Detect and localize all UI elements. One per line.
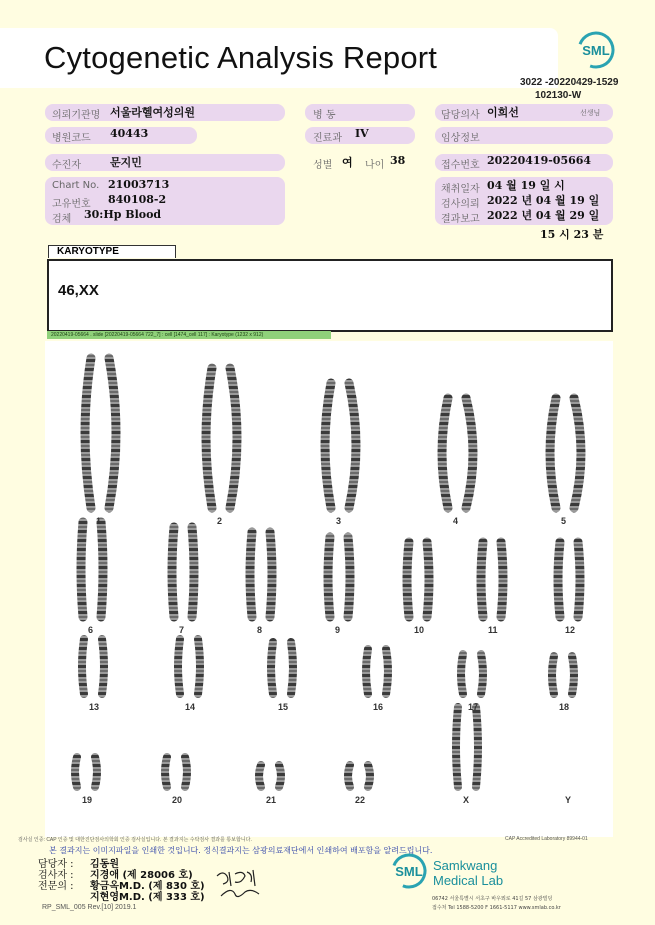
- samkwang-logo-icon: [387, 852, 431, 890]
- address-line1: 06742 서울특별시 서초구 바우뫼로 41길 57 삼광빌딩: [432, 896, 553, 902]
- chromosome-15-b: [291, 642, 293, 694]
- chromosome-label-3: 3: [336, 516, 342, 526]
- chromosome-label-15: 15: [278, 702, 289, 712]
- chromosome-20-b: [185, 757, 187, 787]
- staff-role-1: 담당자 :: [38, 859, 74, 870]
- chromosome-8-a: [250, 532, 252, 617]
- chromosome-15-a: [271, 642, 273, 694]
- unique-no-value: 840108-2: [108, 193, 167, 206]
- chromosome-16-a: [366, 649, 368, 694]
- institution-value: 서울라헬여성의원: [110, 106, 196, 119]
- chromosome-16-b: [386, 649, 388, 694]
- chromosome-1-b: [109, 358, 116, 508]
- chromosome-label-5: 5: [561, 516, 567, 526]
- brand-line2: Medical Lab: [433, 873, 504, 888]
- chromosome-label-1: 1: [96, 516, 102, 526]
- chromosome-14-a: [178, 639, 180, 694]
- chromosome-10-a: [407, 542, 409, 617]
- chromosome-label-19: 19: [82, 795, 93, 805]
- chromosome-4-a: [442, 398, 448, 508]
- svg-text:SML: SML: [395, 864, 423, 879]
- report-time-value: 15 시 23 분: [540, 228, 604, 241]
- patient-label: 수진자: [52, 160, 81, 171]
- karyotype-label: KARYOTYPE: [48, 245, 176, 258]
- staff-name-3: 황금옥M.D. (제 830 호): [90, 881, 205, 892]
- chromosome-9-a: [328, 537, 330, 617]
- chromosome-10-b: [427, 542, 429, 617]
- collect-date-label: 채취일자: [441, 184, 480, 195]
- chromosome-21-b: [279, 765, 281, 787]
- chromosome-label-Y: Y: [565, 795, 572, 805]
- chromosome-label-X: X: [463, 795, 470, 805]
- chromosome-label-4: 4: [453, 516, 459, 526]
- chromosome-5-a: [550, 398, 556, 508]
- age-label: 나이: [365, 160, 385, 171]
- chromosome-18-b: [572, 656, 574, 694]
- department-value: IV: [355, 127, 369, 140]
- collect-date-value: 04 월 19 일 시: [487, 179, 565, 192]
- report-date-value: 2022 년 04 월 29 일: [487, 209, 600, 222]
- address-line2: 접수처 Tel 1588-5200 F 1661-5117 www.smlab.co.kr: [432, 905, 561, 911]
- chromosome-label-7: 7: [179, 625, 185, 635]
- chromosome-13-b: [102, 639, 104, 694]
- staff-role-2: 검사자 :: [38, 870, 74, 881]
- image-caption-bar: 20220419-05664 . slide [20220419-05664 722_7] : cell [1474_cell 117] : Karyotype (1232 x 912): [47, 331, 331, 339]
- chromosome-label-13: 13: [89, 702, 100, 712]
- chromosome-label-2: 2: [217, 516, 223, 526]
- chromosome-19-a: [75, 757, 77, 787]
- report-code-line2: 102130-W: [535, 90, 582, 101]
- chromosome-22-a: [348, 765, 350, 787]
- chromosome-label-21: 21: [266, 795, 277, 805]
- staff-name-2: 지경애 (제 28006 호): [90, 870, 193, 881]
- sex-value: 여: [342, 156, 353, 169]
- form-number: RP_SML_005 Rev.[10] 2019.1: [42, 904, 137, 911]
- chromosome-label-10: 10: [414, 625, 425, 635]
- sex-label: 성별: [313, 160, 333, 171]
- staff-role-3: 전문의 :: [38, 881, 74, 892]
- specimen-label: 검체: [52, 214, 72, 225]
- age-value: 38: [390, 154, 406, 167]
- cap-number-text: CAP Accredited Laboratory 89944-01: [505, 836, 588, 842]
- report-date-label: 결과보고: [441, 214, 480, 225]
- chromosome-label-17: 17: [468, 702, 479, 712]
- report-code-line1: 3022 -20220429-1529: [520, 77, 619, 88]
- specimen-value: 30:Hp Blood: [84, 208, 162, 221]
- notice-text: 본 결과지는 이미지파일을 인쇄한 것입니다. 정식결과지는 삼광의료재단에서 인쇄하여 배포함을 알려드립니다.: [49, 846, 433, 855]
- doctor-value: 이희선: [487, 106, 519, 119]
- chromosome-label-11: 11: [488, 625, 498, 635]
- chromosome-X-b: [476, 707, 478, 787]
- staff-name-4: 지현영M.D. (제 333 호): [90, 892, 205, 903]
- chromosome-label-22: 22: [355, 795, 366, 805]
- chromosome-2-b: [230, 368, 237, 508]
- patient-value: 문지민: [110, 156, 142, 169]
- chromosome-12-b: [578, 542, 580, 617]
- chromosome-6-b: [101, 522, 103, 617]
- request-date-label: 검사의뢰: [441, 199, 480, 210]
- doctor-suffix: 선생님: [580, 109, 601, 117]
- chromosome-label-9: 9: [335, 625, 341, 635]
- institution-label: 의뢰기관명: [52, 110, 101, 121]
- chromosome-17-b: [481, 654, 483, 694]
- report-title: Cytogenetic Analysis Report: [44, 40, 438, 75]
- chromosome-21-a: [259, 765, 261, 787]
- chromosome-3-a: [325, 383, 331, 508]
- chromosome-11-a: [481, 542, 483, 617]
- chromosome-X-a: [456, 707, 458, 787]
- chromosome-2-a: [206, 368, 212, 508]
- doctor-label: 담당의사: [441, 110, 480, 121]
- karyogram-svg: [45, 341, 613, 837]
- chromosome-label-14: 14: [185, 702, 196, 712]
- chromosome-label-16: 16: [373, 702, 384, 712]
- receipt-no-label: 접수번호: [441, 160, 480, 171]
- chromosome-18-a: [552, 656, 554, 694]
- chromosome-label-20: 20: [172, 795, 183, 805]
- patient-field: [45, 154, 285, 171]
- chromosome-4-b: [466, 398, 473, 508]
- hospital-code-value: 40443: [110, 127, 149, 140]
- chromosome-7-a: [172, 527, 174, 617]
- staff-name-1: 김동원: [90, 859, 119, 870]
- chromosome-11-b: [501, 542, 503, 617]
- chromosome-label-6: 6: [88, 625, 94, 635]
- chromosome-label-8: 8: [257, 625, 263, 635]
- ward-label: 병 동: [313, 110, 336, 121]
- chromosome-label-12: 12: [565, 625, 576, 635]
- brand-line1: Samkwang: [433, 858, 498, 873]
- chromosome-1-a: [85, 358, 91, 508]
- chart-no-label: Chart No.: [52, 180, 100, 191]
- clinical-info-label: 임상정보: [441, 133, 480, 144]
- request-date-value: 2022 년 04 월 19 일: [487, 194, 600, 207]
- chromosome-label-18: 18: [559, 702, 570, 712]
- chromosome-7-b: [192, 527, 194, 617]
- karyogram-image: [45, 341, 613, 837]
- chromosome-12-a: [558, 542, 560, 617]
- karyotype-result-box: [47, 259, 613, 332]
- chromosome-17-a: [461, 654, 463, 694]
- chromosome-14-b: [198, 639, 200, 694]
- sml-logo-icon: [573, 30, 619, 70]
- department-label: 진료과: [313, 133, 342, 144]
- chromosome-6-a: [81, 522, 83, 617]
- chromosome-22-b: [368, 765, 370, 787]
- chromosome-9-b: [348, 537, 350, 617]
- receipt-no-value: 20220419-05664: [487, 154, 592, 167]
- chromosome-5-b: [574, 398, 581, 508]
- chromosome-3-b: [349, 383, 356, 508]
- accreditation-text: 검사실 인증: CAP 인증 및 대한진단검사의학회 인증 검사실입니다. 본 결과지는 수탁검사 결과를 통보합니다.: [18, 837, 252, 843]
- karyotype-result: 46,XX: [58, 282, 99, 299]
- chromosome-20-a: [165, 757, 167, 787]
- hospital-code-label: 병원코드: [52, 133, 91, 144]
- chromosome-19-b: [95, 757, 97, 787]
- chromosome-13-a: [82, 639, 84, 694]
- signature-image: [213, 866, 265, 906]
- chart-no-value: 21003713: [108, 178, 170, 191]
- unique-no-label: 고유번호: [52, 199, 91, 210]
- svg-text:SML: SML: [582, 43, 610, 58]
- chromosome-8-b: [270, 532, 272, 617]
